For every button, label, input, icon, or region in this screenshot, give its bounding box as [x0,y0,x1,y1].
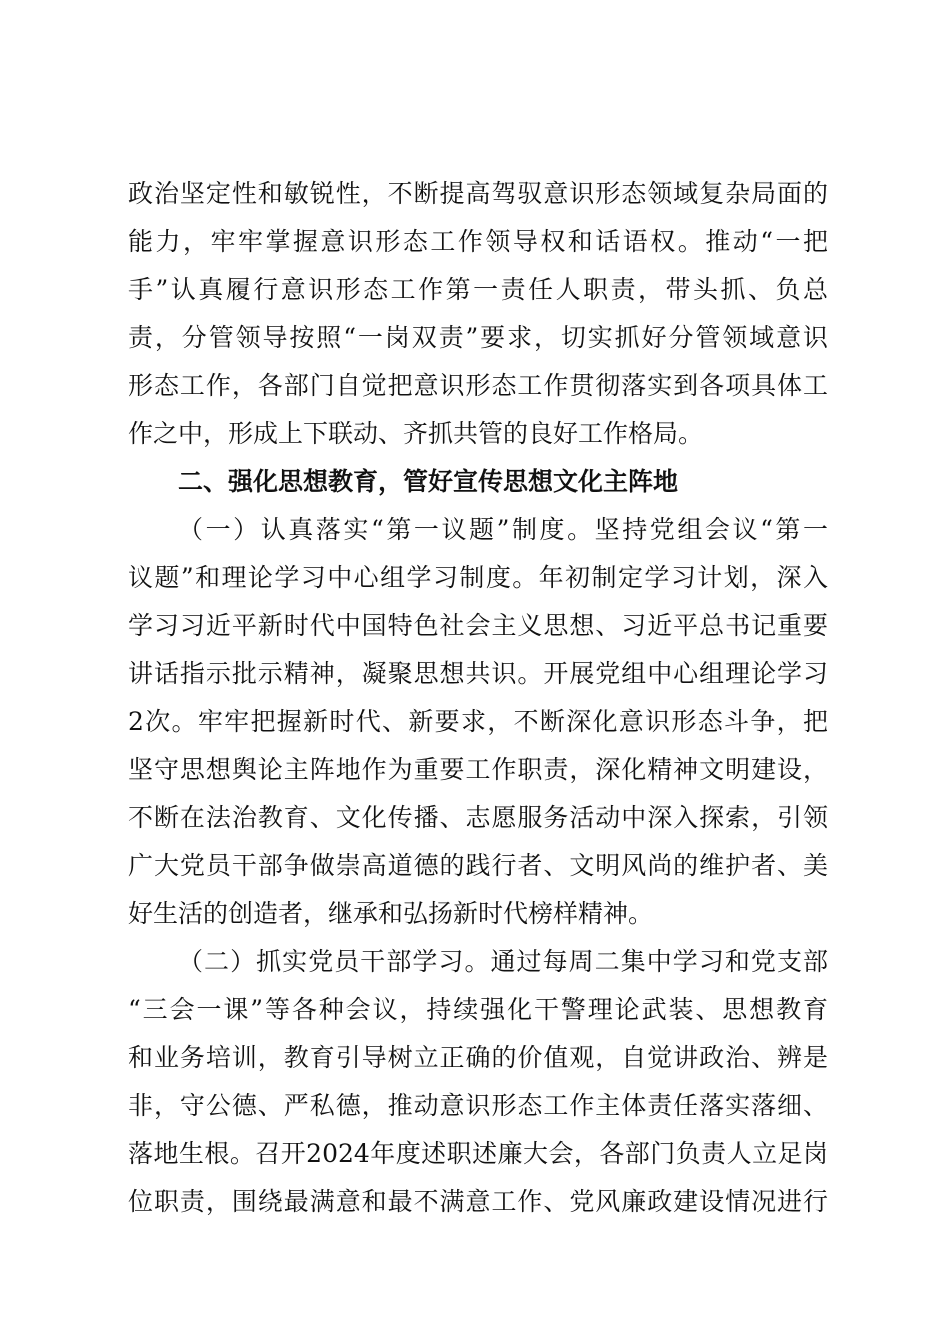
paragraph-2-line-5: 2次。牢牢把握新时代、新要求，不断深化意识形态斗争，把 [128,707,828,736]
paragraph-2-line-9: 好生活的创造者，继承和弘扬新时代榜样精神。 [128,899,654,928]
paragraph-2-line-8: 广大党员干部争做崇高道德的践行者、文明风尚的维护者、美 [128,851,828,880]
paragraph-2-line-4: 讲话指示批示精神，凝聚思想共识。开展党组中心组理论学习 [128,659,828,688]
paragraph-2-line-2: 议题”和理论学习中心组学习制度。年初制定学习计划，深入 [128,563,828,592]
paragraph-3-line-6: 位职责，围绕最满意和最不满意工作、党风廉政建设情况进行 [128,1187,828,1216]
paragraph-2-line-1: （一）认真落实“第一议题”制度。坚持党组会议“第一 [178,515,828,544]
paragraph-3-line-5: 落地生根。召开2024年度述职述廉大会，各部门负责人立足岗 [128,1139,828,1168]
paragraph-3-line-4: 非，守公德、严私德，推动意识形态工作主体责任落实落细、 [128,1091,828,1120]
paragraph-1-line-6: 作之中，形成上下联动、齐抓共管的良好工作格局。 [128,419,704,448]
paragraph-1-line-1: 政治坚定性和敏锐性，不断提高驾驭意识形态领域复杂局面的 [128,179,828,208]
paragraph-1-line-3: 手”认真履行意识形态工作第一责任人职责，带头抓、负总 [128,275,828,304]
paragraph-1-line-4: 责，分管领导按照“一岗双责”要求，切实抓好分管领域意识 [128,323,828,352]
paragraph-2-line-7: 不断在法治教育、文化传播、志愿服务活动中深入探索，引领 [128,803,828,832]
paragraph-1-line-2: 能力，牢牢掌握意识形态工作领导权和话语权。推动“一把 [128,227,828,256]
paragraph-3-line-3: 和业务培训，教育引导树立正确的价值观，自觉讲政治、辨是 [128,1043,828,1072]
paragraph-3-line-1: （二）抓实党员干部学习。通过每周二集中学习和党支部 [178,947,828,976]
section-heading: 二、强化思想教育，管好宣传思想文化主阵地 [178,467,679,496]
paragraph-1-line-5: 形态工作，各部门自觉把意识形态工作贯彻落实到各项具体工 [128,371,828,400]
paragraph-2-line-6: 坚守思想舆论主阵地作为重要工作职责，深化精神文明建设， [128,755,828,784]
paragraph-3-line-2: “三会一课”等各种会议，持续强化干警理论武装、思想教育 [128,995,828,1024]
paragraph-2-line-3: 学习习近平新时代中国特色社会主义思想、习近平总书记重要 [128,611,828,640]
